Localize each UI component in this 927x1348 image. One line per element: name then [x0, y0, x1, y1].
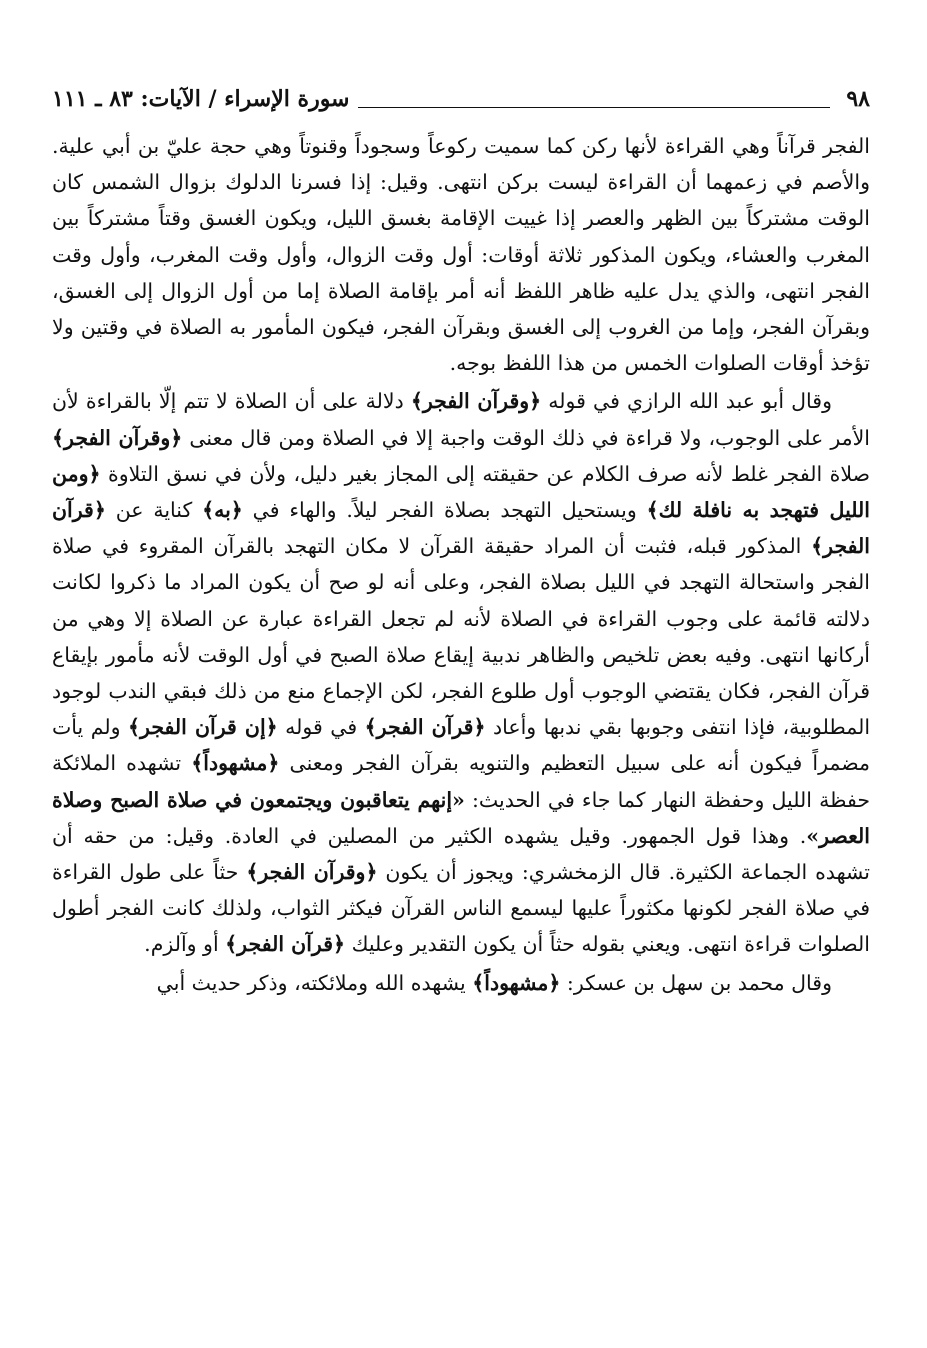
text-segment: المذكور قبله، فثبت أن المراد حقيقة القرآن لا مكان التهجد بالقرآن المقروء في صلاة الفجر واستحالة التهجد في الليل بصلاة الفجر، وعلى أنه لو صح أن يكون المراد ما ذكروا لكانت دلالته قائمة على وجوب القراءة في الصلاة لأنه لم تجعل القراءة عبارة عن الصلاة إلا وهي من أركانها انتهى. وفيه بعض تلخيص والظاهر ندبية إيقاع صلاة الصبح في أول الوقت لأنه مأمور بإيقاع قرآن الفجر، فكان يقتضي الوجوب أول طلوع الفجر، لكن الإجماع منع من ذلك فبقي الندب لوجود المطلوبية، فإذا انتفى وجوبها بقي ندبها وأعاد: [52, 534, 871, 740]
text-segment: أو وآلزم.: [144, 932, 226, 957]
quran-quote: ﴿مشهوداً﴾: [472, 970, 561, 995]
quran-quote: ﴿ومن الليل فتهجد به نافلة لك﴾: [52, 461, 870, 523]
quran-quote: ﴿قرآن الفجر﴾: [364, 715, 486, 740]
hadith-quote: «إنهم يتعاقبون ويجتمعون في صلاة الصبح وصلاة العصر»: [52, 787, 870, 848]
quran-quote: ﴿وقرآن الفجر﴾: [52, 425, 183, 450]
text-segment: دلالة على أن الصلاة لا تتم إلّا بالقراءة لأن الأمر على الوجوب، ولا قراءة في ذلك الوقت واجبة إلا في الصلاة ومن قال معنى: [52, 389, 870, 450]
body-text: [52, 128, 870, 1001]
text-segment: ويستحيل التهجد بصلاة الفجر ليلاً. والهاء في: [242, 498, 647, 523]
text-segment: وقال محمد بن سهل بن عسكر:: [560, 970, 832, 995]
header-rule: [358, 107, 831, 108]
page-number: ٩٨: [846, 86, 870, 112]
quran-quote: ﴿قرآن الفجر﴾: [52, 498, 870, 559]
text-segment: . وهذا قول الجمهور. وقيل يشهده الكثير من المصلين في العادة. وقيل: من حقه أن تشهده الجماعة الكثيرة. قال الزمخشري: ويجوز أن يكون: [52, 823, 871, 885]
text-segment: في قوله: [277, 715, 365, 740]
text-segment: ولم يأت مضمراً فيكون أنه على سبيل التعظيم والتنويه بقرآن الفجر ومعنى: [52, 715, 870, 776]
quran-quote: ﴿به﴾: [202, 498, 243, 523]
quran-quote: ﴿وقرآن الفجر﴾: [410, 389, 542, 414]
text-segment: تشهده الملائكة حفظة الليل وحفظة النهار كما جاء في الحديث:: [52, 751, 870, 812]
running-title: سورة الإسراء / الآيات: ٨٣ ـ ١١١: [52, 86, 350, 112]
quran-quote: ﴿مشهوداً﴾: [191, 751, 280, 776]
text-segment: حثاً على طول القراءة في صلاة الفجر لكونها مكثوراً عليها ليسمع الناس القرآن فيكثر الثواب، ولذلك كانت الفجر أطول الصلوات قراءة انتهى. ويعني بقوله حثاً أن يكون التقدير وعليك: [52, 860, 870, 957]
paragraph-3: [52, 965, 870, 1001]
quran-quote: ﴿إن قرآن الفجر﴾: [128, 715, 278, 740]
text-segment: وقال أبو عبد الله الرازي في قوله: [541, 389, 832, 414]
paragraph-2: [52, 383, 870, 962]
quran-quote: ﴿وقرآن الفجر﴾: [246, 860, 378, 885]
paragraph-1: الفجر قرآناً وهي القراءة لأنها ركن كما سميت ركوعاً وسجوداً وقنوتاً وهي حجة عليّ بن أبي علية. والأصم في زعمهما أن القراءة ليست بركن انتهى. وقيل: إذا فسرنا الدلوك بزوال الشمس كان الوقت مشتركاً بين الظهر والعصر إذا غييت الإقامة بغسق الليل، ويكون الغسق وقتاً مشتركاً بين المغرب والعشاء، ويكون المذكور ثلاثة أوقات: أول وقت الزوال، وأول وقت المغرب، وأول وقت الفجر انتهى، والذي يدل عليه ظاهر اللفظ أنه أمر بإقامة الصلاة إما من أول الزوال إلى الغسق، وبقرآن الفجر، وإما من الغروب إلى الغسق وبقرآن الفجر، فيكون المأمور به الصلاة في وقتين ولا تؤخذ أوقات الصلوات الخمس من هذا اللفظ بوجه.: [52, 134, 870, 376]
text-segment: صلاة الفجر غلط لأنه صرف الكلام عن حقيقته إلى المجاز بغير دليل، ولأن في نسق التلاوة: [100, 461, 870, 486]
quran-quote: ﴿قرآن الفجر﴾: [225, 932, 346, 957]
page-header: [52, 80, 870, 114]
text-segment: يشهده الله وملائكته، وذكر حديث أبي: [156, 970, 473, 995]
book-page: [52, 80, 870, 1001]
text-segment: كناية عن: [105, 498, 203, 523]
